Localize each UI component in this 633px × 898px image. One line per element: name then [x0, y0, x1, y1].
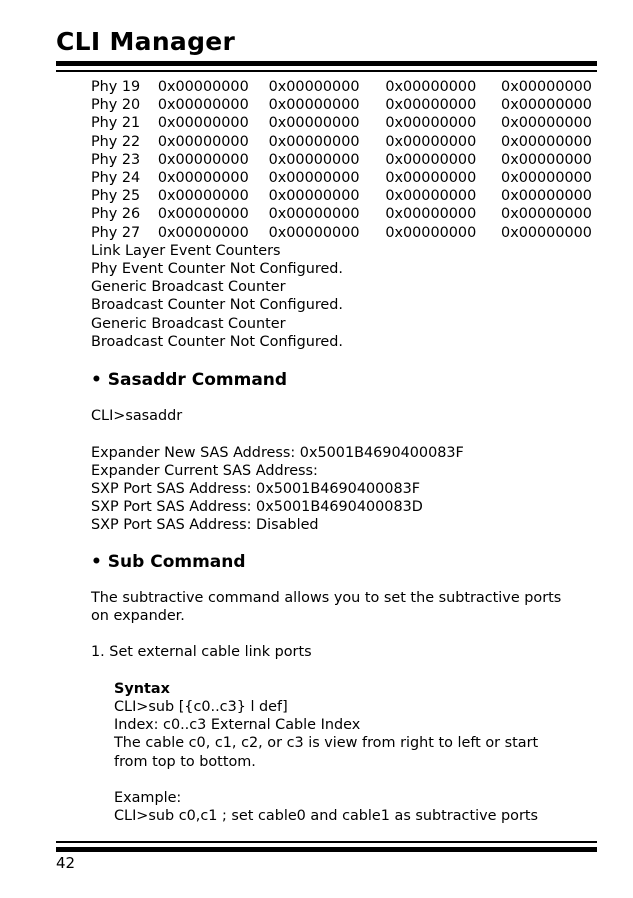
phy-value: 0x00000000	[501, 115, 592, 132]
phy-value: 0x00000000	[157, 97, 249, 114]
phy-label: Phy 21	[91, 115, 141, 132]
output-line: SXP Port SAS Address: 0x5001B4690400083F	[91, 481, 421, 498]
counter-line: Link Layer Event Counters	[91, 242, 281, 259]
output-line: SXP Port SAS Address: 0x5001B4690400083D	[91, 499, 423, 516]
phy-value: 0x00000000	[268, 97, 360, 114]
phy-value: 0x00000000	[157, 133, 249, 150]
phy-value: 0x00000000	[268, 206, 360, 223]
phy-label: Phy 27	[91, 224, 141, 241]
footer-rule-thick	[56, 847, 597, 852]
phy-label: Phy 23	[91, 151, 141, 168]
phy-value: 0x00000000	[268, 188, 360, 205]
phy-value: 0x00000000	[501, 224, 592, 241]
phy-value: 0x00000000	[268, 115, 360, 132]
sub-description-line: The subtractive command allows you to set the subtractive ports	[91, 589, 562, 606]
page-number: 42	[56, 854, 76, 872]
example-line: CLI>sub c0,c1 ; set cable0 and cable1 as subtractive ports	[114, 808, 539, 825]
phy-value: 0x00000000	[385, 97, 477, 114]
phy-value: 0x00000000	[157, 188, 249, 205]
phy-value: 0x00000000	[501, 133, 592, 150]
example-label: Example:	[114, 790, 182, 807]
phy-value: 0x00000000	[157, 224, 249, 241]
header-rule-thick	[56, 61, 597, 66]
phy-value: 0x00000000	[501, 206, 592, 223]
phy-value: 0x00000000	[385, 115, 477, 132]
output-line: SXP Port SAS Address: Disabled	[91, 517, 319, 534]
sub-step: 1. Set external cable link ports	[91, 644, 312, 661]
sasaddr-prompt: CLI>sasaddr	[91, 408, 183, 425]
phy-value: 0x00000000	[385, 206, 477, 223]
phy-counter-table	[91, 78, 601, 242]
output-line: Expander New SAS Address: 0x5001B4690400083F	[91, 444, 464, 461]
phy-label: Phy 22	[91, 133, 141, 150]
syntax-line: from top to bottom.	[114, 753, 256, 770]
phy-row	[91, 96, 601, 114]
phy-value: 0x00000000	[385, 170, 477, 187]
phy-value: 0x00000000	[501, 79, 592, 95]
counter-line: Broadcast Counter Not Configured.	[91, 333, 343, 350]
counter-line: Generic Broadcast Counter	[91, 279, 286, 296]
phy-value: 0x00000000	[385, 151, 477, 168]
phy-value: 0x00000000	[268, 170, 360, 187]
phy-value: 0x00000000	[268, 133, 360, 150]
page-content	[91, 78, 601, 825]
phy-label: Phy 24	[91, 170, 141, 187]
phy-value: 0x00000000	[501, 170, 592, 187]
counter-lines	[91, 242, 601, 351]
sub-heading: • Sub Command	[91, 551, 246, 572]
phy-row	[91, 133, 601, 151]
phy-label: Phy 20	[91, 97, 141, 114]
phy-value: 0x00000000	[157, 151, 249, 168]
phy-label: Phy 25	[91, 188, 141, 205]
phy-row	[91, 78, 601, 96]
phy-value: 0x00000000	[268, 224, 360, 241]
phy-value: 0x00000000	[268, 79, 360, 95]
counter-line: Generic Broadcast Counter	[91, 315, 286, 332]
phy-value: 0x00000000	[268, 151, 360, 168]
phy-value: 0x00000000	[157, 206, 249, 223]
phy-row	[91, 169, 601, 187]
syntax-line: CLI>sub [{c0..c3} l def]	[114, 699, 288, 716]
phy-row	[91, 151, 601, 169]
sasaddr-output	[91, 444, 601, 535]
phy-row	[91, 114, 601, 132]
phy-value: 0x00000000	[385, 79, 477, 95]
sub-description-line: on expander.	[91, 608, 185, 625]
page-title: CLI Manager	[56, 27, 236, 56]
syntax-label: Syntax	[114, 680, 170, 697]
phy-label: Phy 26	[91, 206, 141, 223]
phy-value: 0x00000000	[157, 79, 249, 95]
footer-rule-thin	[56, 841, 597, 843]
phy-value: 0x00000000	[157, 170, 249, 187]
sasaddr-heading: • Sasaddr Command	[91, 370, 288, 391]
counter-line: Broadcast Counter Not Configured.	[91, 297, 343, 314]
phy-value: 0x00000000	[501, 97, 592, 114]
phy-row	[91, 187, 601, 205]
phy-row	[91, 205, 601, 223]
phy-value: 0x00000000	[385, 188, 477, 205]
phy-value: 0x00000000	[501, 151, 592, 168]
syntax-block	[91, 680, 601, 826]
phy-value: 0x00000000	[385, 224, 477, 241]
phy-value: 0x00000000	[385, 133, 477, 150]
syntax-line: Index: c0..c3 External Cable Index	[114, 717, 361, 734]
phy-row	[91, 224, 601, 242]
phy-label: Phy 19	[91, 79, 141, 95]
header-rule-thin	[56, 70, 597, 72]
syntax-line: The cable c0, c1, c2, or c3 is view from right to left or start	[114, 735, 539, 752]
phy-value: 0x00000000	[157, 115, 249, 132]
phy-value: 0x00000000	[501, 188, 592, 205]
counter-line: Phy Event Counter Not Configured.	[91, 261, 344, 278]
output-line: Expander Current SAS Address:	[91, 462, 318, 479]
